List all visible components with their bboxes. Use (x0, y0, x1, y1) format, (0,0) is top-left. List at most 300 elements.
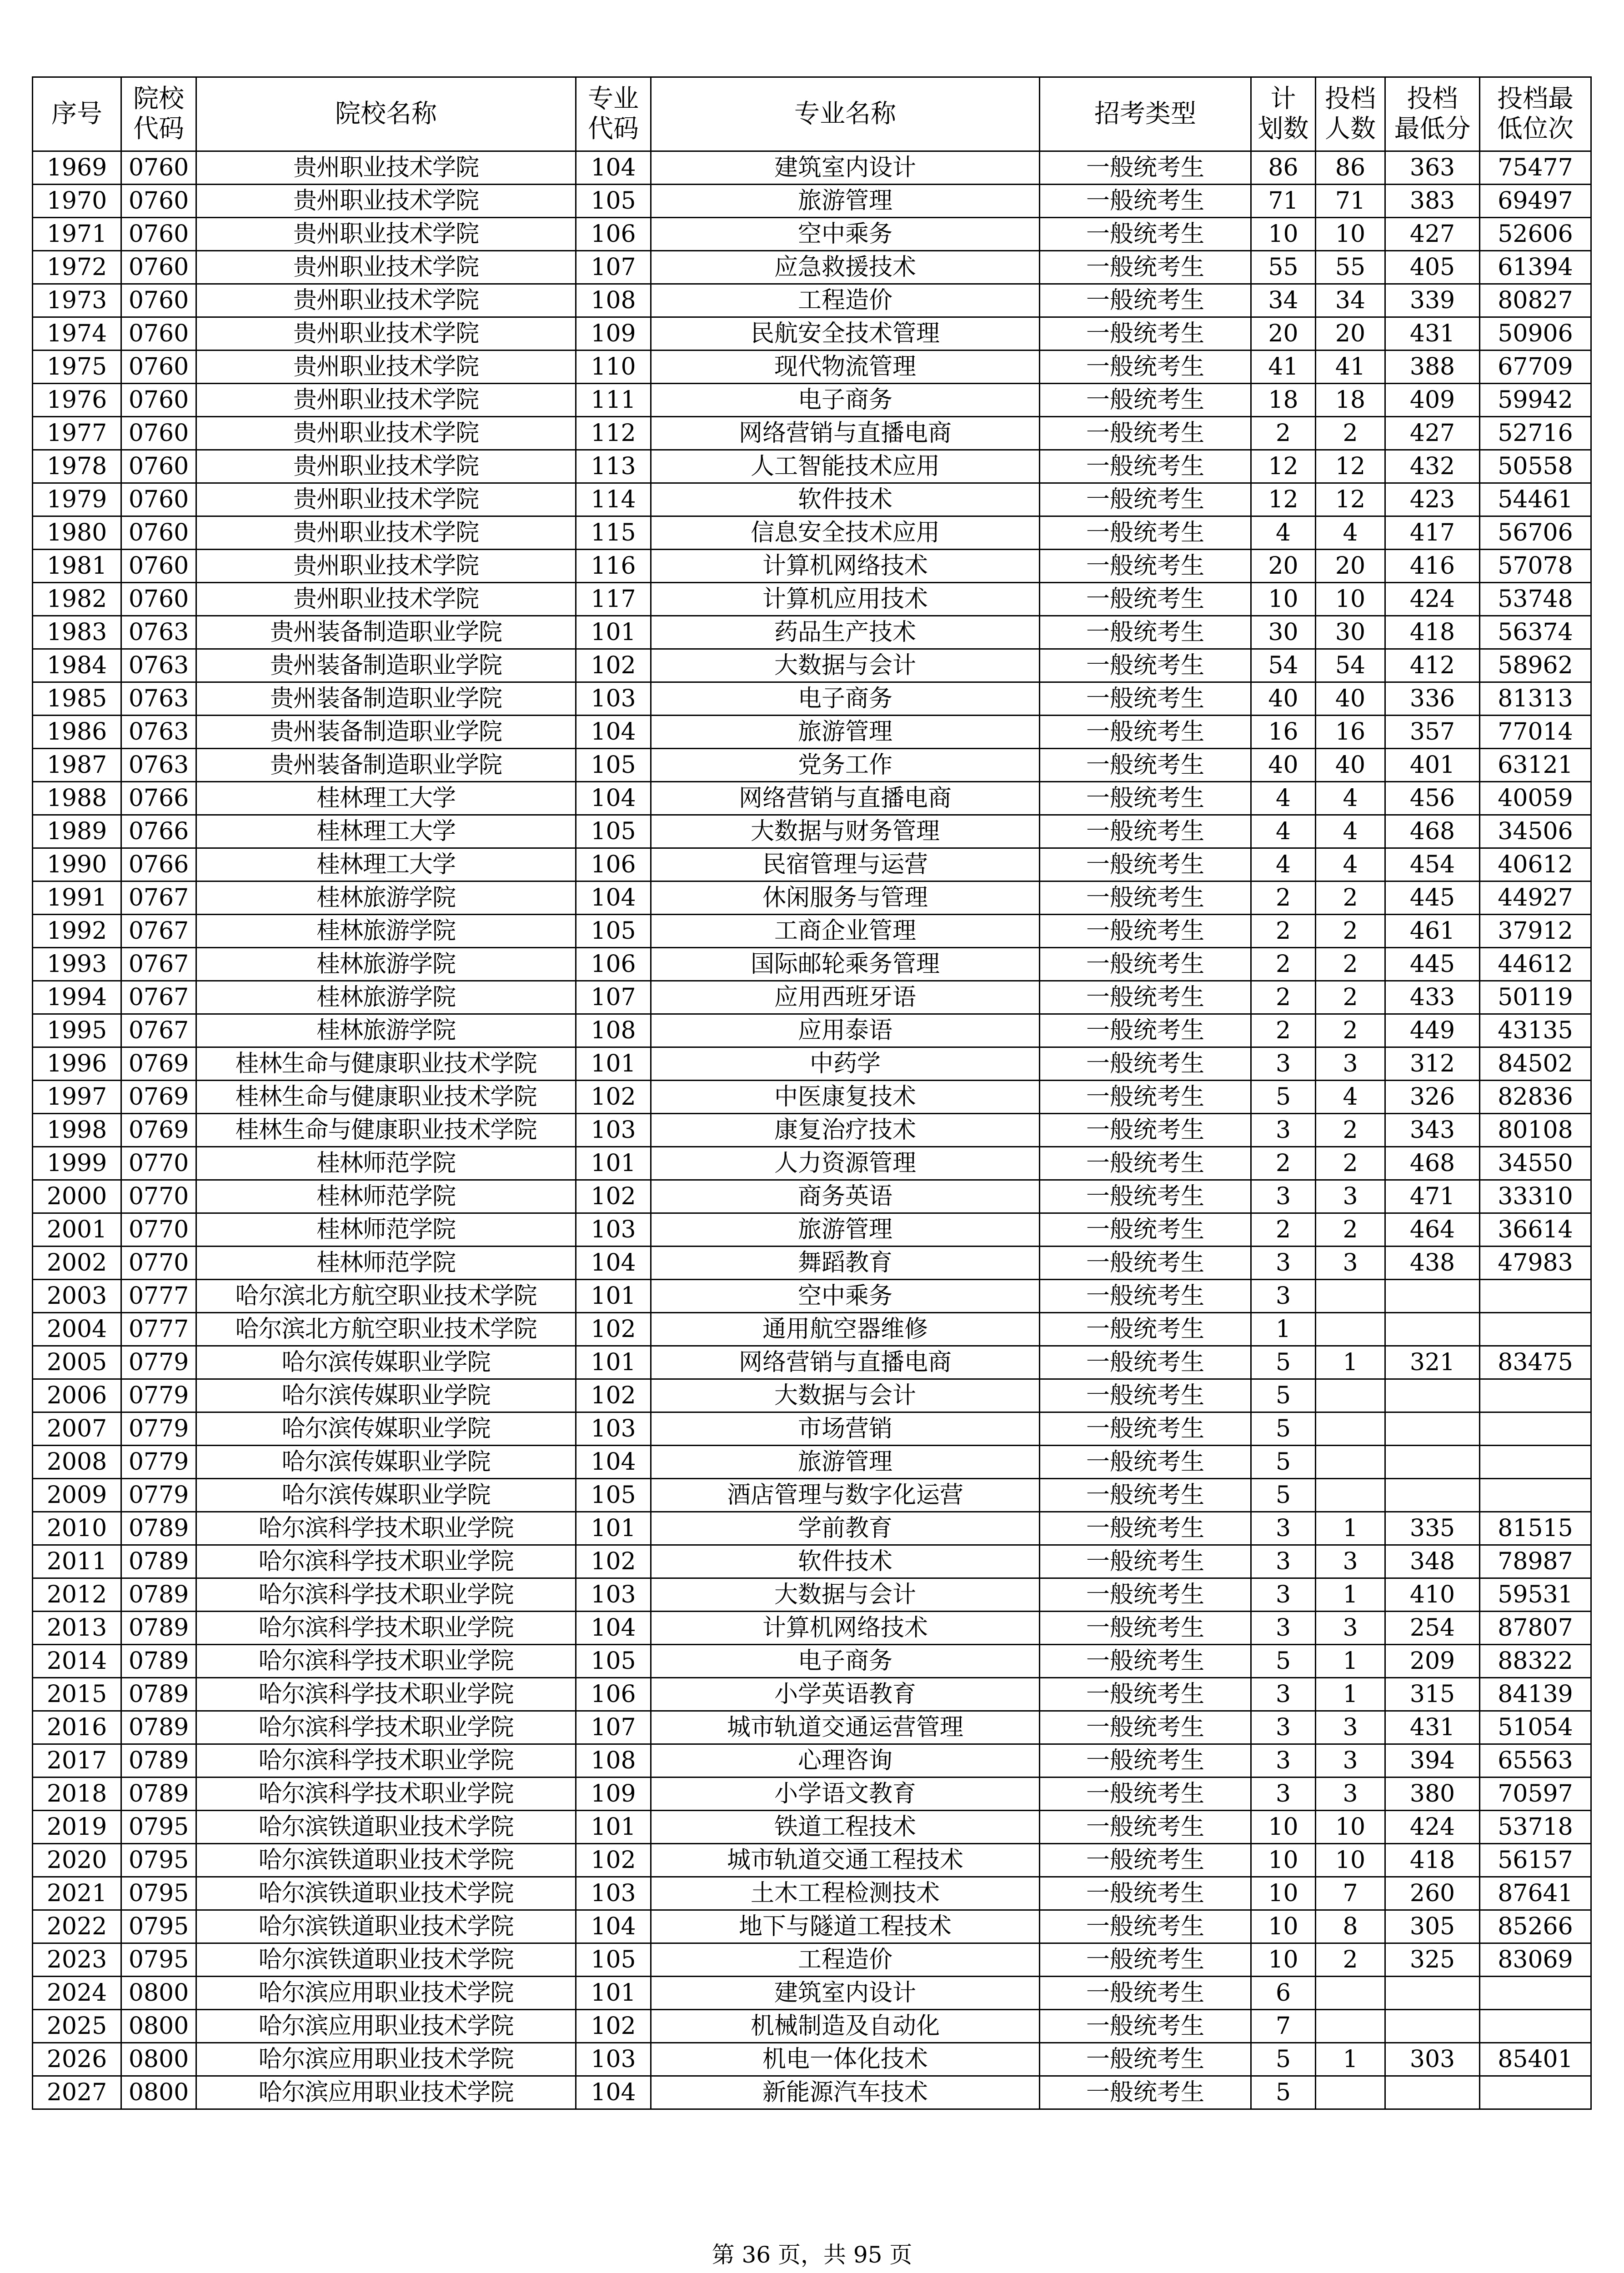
cell-min-rank (1480, 1313, 1591, 1346)
cell-plan-count: 41 (1251, 350, 1316, 384)
cell-plan-count: 2 (1251, 1147, 1316, 1180)
cell-major-code: 105 (576, 1943, 651, 1977)
table-row (33, 1645, 1591, 1678)
cell-exam-type: 一般统考生 (1040, 1180, 1251, 1213)
cell-major-name: 网络营销与直播电商 (651, 782, 1040, 815)
table-header-row (33, 77, 1591, 151)
cell-min-score: 423 (1385, 483, 1480, 516)
cell-seq: 1994 (33, 981, 121, 1014)
cell-min-score (1385, 1977, 1480, 2010)
table-row (33, 1744, 1591, 1777)
cell-min-rank (1480, 1977, 1591, 2010)
cell-plan-count: 54 (1251, 649, 1316, 682)
cell-min-score: 471 (1385, 1180, 1480, 1213)
table-row (33, 1977, 1591, 2010)
cell-seq: 2010 (33, 1512, 121, 1545)
cell-admitted-count: 3 (1316, 1047, 1385, 1081)
cell-seq: 2013 (33, 1612, 121, 1645)
cell-admitted-count: 40 (1316, 682, 1385, 716)
cell-min-score: 468 (1385, 815, 1480, 848)
cell-major-name: 党务工作 (651, 749, 1040, 782)
cell-admitted-count: 54 (1316, 649, 1385, 682)
cell-exam-type: 一般统考生 (1040, 1479, 1251, 1512)
cell-min-score: 315 (1385, 1678, 1480, 1711)
cell-school-code: 0770 (121, 1180, 196, 1213)
cell-exam-type: 一般统考生 (1040, 682, 1251, 716)
column-header (651, 77, 1040, 151)
cell-exam-type: 一般统考生 (1040, 1943, 1251, 1977)
cell-exam-type: 一般统考生 (1040, 350, 1251, 384)
cell-school-code: 0789 (121, 1777, 196, 1811)
table-row (33, 1280, 1591, 1313)
cell-plan-count: 4 (1251, 848, 1316, 881)
cell-school-name: 贵州职业技术学院 (196, 151, 576, 185)
cell-seq: 1974 (33, 317, 121, 350)
cell-major-code: 106 (576, 218, 651, 251)
table-row (33, 1811, 1591, 1844)
cell-min-rank: 63121 (1480, 749, 1591, 782)
cell-plan-count: 3 (1251, 1512, 1316, 1545)
cell-min-rank: 80827 (1480, 284, 1591, 317)
cell-school-code: 0760 (121, 384, 196, 417)
cell-min-score: 357 (1385, 716, 1480, 749)
cell-major-code: 101 (576, 1047, 651, 1081)
cell-min-rank: 83069 (1480, 1943, 1591, 1977)
cell-major-name: 大数据与会计 (651, 1379, 1040, 1412)
cell-seq: 1984 (33, 649, 121, 682)
cell-seq: 1990 (33, 848, 121, 881)
cell-exam-type: 一般统考生 (1040, 2010, 1251, 2043)
cell-school-name: 桂林师范学院 (196, 1180, 576, 1213)
cell-exam-type: 一般统考生 (1040, 1512, 1251, 1545)
cell-school-name: 贵州职业技术学院 (196, 483, 576, 516)
cell-admitted-count: 86 (1316, 151, 1385, 185)
cell-plan-count: 5 (1251, 1446, 1316, 1479)
cell-exam-type: 一般统考生 (1040, 1877, 1251, 1910)
cell-seq: 1995 (33, 1014, 121, 1047)
cell-major-name: 土木工程检测技术 (651, 1877, 1040, 1910)
cell-plan-count: 3 (1251, 1612, 1316, 1645)
cell-seq: 2019 (33, 1811, 121, 1844)
cell-min-score: 468 (1385, 1147, 1480, 1180)
cell-exam-type: 一般统考生 (1040, 1977, 1251, 2010)
cell-seq: 1993 (33, 948, 121, 981)
cell-exam-type: 一般统考生 (1040, 284, 1251, 317)
cell-school-code: 0766 (121, 782, 196, 815)
cell-major-code: 108 (576, 284, 651, 317)
table-row (33, 417, 1591, 450)
cell-seq: 2011 (33, 1545, 121, 1578)
cell-min-score: 348 (1385, 1545, 1480, 1578)
cell-school-name: 桂林旅游学院 (196, 915, 576, 948)
cell-school-code: 0760 (121, 151, 196, 185)
cell-min-rank: 61394 (1480, 251, 1591, 284)
cell-min-rank: 85266 (1480, 1910, 1591, 1943)
cell-major-name: 建筑室内设计 (651, 151, 1040, 185)
cell-school-code: 0770 (121, 1247, 196, 1280)
cell-admitted-count (1316, 1313, 1385, 1346)
cell-exam-type: 一般统考生 (1040, 1446, 1251, 1479)
column-header (1316, 77, 1385, 151)
cell-min-score: 394 (1385, 1744, 1480, 1777)
cell-exam-type: 一般统考生 (1040, 1081, 1251, 1114)
cell-plan-count: 12 (1251, 483, 1316, 516)
cell-major-name: 民航安全技术管理 (651, 317, 1040, 350)
cell-min-rank: 81515 (1480, 1512, 1591, 1545)
cell-min-score: 209 (1385, 1645, 1480, 1678)
cell-major-code: 116 (576, 550, 651, 583)
column-header-line: 院校 (133, 84, 184, 114)
cell-seq: 1982 (33, 583, 121, 616)
cell-plan-count: 2 (1251, 417, 1316, 450)
cell-school-name: 桂林师范学院 (196, 1147, 576, 1180)
cell-school-code: 0795 (121, 1943, 196, 1977)
cell-school-name: 哈尔滨科学技术职业学院 (196, 1645, 576, 1678)
cell-major-name: 舞蹈教育 (651, 1247, 1040, 1280)
cell-seq: 2005 (33, 1346, 121, 1379)
table-row (33, 1844, 1591, 1877)
cell-plan-count: 20 (1251, 317, 1316, 350)
column-header (1040, 77, 1251, 151)
cell-school-name: 哈尔滨传媒职业学院 (196, 1412, 576, 1446)
table-row (33, 151, 1591, 185)
table-row (33, 185, 1591, 218)
cell-seq: 2016 (33, 1711, 121, 1744)
cell-school-name: 桂林旅游学院 (196, 981, 576, 1014)
cell-plan-count: 3 (1251, 1711, 1316, 1744)
cell-exam-type: 一般统考生 (1040, 1213, 1251, 1247)
cell-min-rank: 51054 (1480, 1711, 1591, 1744)
cell-min-rank (1480, 1446, 1591, 1479)
cell-min-score: 260 (1385, 1877, 1480, 1910)
cell-major-code: 108 (576, 1014, 651, 1047)
cell-min-score: 405 (1385, 251, 1480, 284)
table-row (33, 317, 1591, 350)
table-row (33, 1777, 1591, 1811)
cell-plan-count: 2 (1251, 981, 1316, 1014)
cell-major-code: 103 (576, 1578, 651, 1612)
admission-table (32, 76, 1592, 2110)
cell-exam-type: 一般统考生 (1040, 1379, 1251, 1412)
cell-exam-type: 一般统考生 (1040, 848, 1251, 881)
cell-school-code: 0779 (121, 1446, 196, 1479)
cell-major-name: 商务英语 (651, 1180, 1040, 1213)
cell-exam-type: 一般统考生 (1040, 251, 1251, 284)
cell-school-name: 哈尔滨北方航空职业技术学院 (196, 1280, 576, 1313)
cell-major-name: 小学语文教育 (651, 1777, 1040, 1811)
cell-seq: 1996 (33, 1047, 121, 1081)
table-row (33, 350, 1591, 384)
table-row (33, 948, 1591, 981)
cell-plan-count: 2 (1251, 948, 1316, 981)
cell-major-name: 心理咨询 (651, 1744, 1040, 1777)
cell-exam-type: 一般统考生 (1040, 2076, 1251, 2109)
cell-school-code: 0789 (121, 1612, 196, 1645)
cell-seq: 2000 (33, 1180, 121, 1213)
cell-plan-count: 86 (1251, 151, 1316, 185)
cell-exam-type: 一般统考生 (1040, 749, 1251, 782)
cell-major-code: 101 (576, 1977, 651, 2010)
cell-min-score: 445 (1385, 948, 1480, 981)
cell-seq: 1981 (33, 550, 121, 583)
table-row (33, 1114, 1591, 1147)
cell-school-code: 0800 (121, 2010, 196, 2043)
table-row (33, 1479, 1591, 1512)
cell-major-code: 101 (576, 1147, 651, 1180)
cell-exam-type: 一般统考生 (1040, 1147, 1251, 1180)
column-header (121, 77, 196, 151)
cell-school-name: 桂林理工大学 (196, 782, 576, 815)
cell-school-name: 贵州职业技术学院 (196, 417, 576, 450)
cell-major-code: 103 (576, 682, 651, 716)
cell-admitted-count: 4 (1316, 815, 1385, 848)
cell-school-name: 桂林生命与健康职业技术学院 (196, 1114, 576, 1147)
cell-seq: 1969 (33, 151, 121, 185)
cell-seq: 2017 (33, 1744, 121, 1777)
cell-exam-type: 一般统考生 (1040, 1280, 1251, 1313)
cell-major-code: 102 (576, 649, 651, 682)
cell-min-rank: 52606 (1480, 218, 1591, 251)
cell-school-code: 0789 (121, 1512, 196, 1545)
cell-major-code: 104 (576, 151, 651, 185)
cell-major-name: 机械制造及自动化 (651, 2010, 1040, 2043)
cell-min-score: 461 (1385, 915, 1480, 948)
cell-min-rank: 50119 (1480, 981, 1591, 1014)
cell-major-code: 103 (576, 1877, 651, 1910)
cell-min-rank: 75477 (1480, 151, 1591, 185)
cell-school-name: 贵州职业技术学院 (196, 450, 576, 483)
cell-school-code: 0777 (121, 1313, 196, 1346)
cell-school-code: 0779 (121, 1346, 196, 1379)
cell-plan-count: 5 (1251, 1645, 1316, 1678)
cell-admitted-count: 4 (1316, 516, 1385, 550)
cell-major-code: 110 (576, 350, 651, 384)
cell-major-name: 工商企业管理 (651, 915, 1040, 948)
cell-school-name: 哈尔滨传媒职业学院 (196, 1446, 576, 1479)
cell-min-score: 431 (1385, 317, 1480, 350)
cell-exam-type: 一般统考生 (1040, 815, 1251, 848)
cell-exam-type: 一般统考生 (1040, 1711, 1251, 1744)
cell-exam-type: 一般统考生 (1040, 583, 1251, 616)
cell-school-code: 0767 (121, 1014, 196, 1047)
cell-min-score: 431 (1385, 1711, 1480, 1744)
cell-min-rank: 84139 (1480, 1678, 1591, 1711)
column-header (33, 77, 121, 151)
cell-plan-count: 10 (1251, 1943, 1316, 1977)
cell-exam-type: 一般统考生 (1040, 649, 1251, 682)
cell-exam-type: 一般统考生 (1040, 915, 1251, 948)
cell-min-rank: 87641 (1480, 1877, 1591, 1910)
cell-exam-type: 一般统考生 (1040, 1811, 1251, 1844)
cell-school-code: 0767 (121, 981, 196, 1014)
column-header (1251, 77, 1316, 151)
cell-min-score (1385, 2076, 1480, 2109)
column-header-line: 低位次 (1497, 114, 1574, 144)
column-header-line: 人数 (1325, 114, 1376, 144)
cell-admitted-count: 3 (1316, 1744, 1385, 1777)
cell-school-name: 贵州装备制造职业学院 (196, 682, 576, 716)
cell-school-code: 0760 (121, 284, 196, 317)
cell-admitted-count: 1 (1316, 2043, 1385, 2076)
cell-school-code: 0779 (121, 1412, 196, 1446)
cell-seq: 2023 (33, 1943, 121, 1977)
cell-school-name: 哈尔滨科学技术职业学院 (196, 1678, 576, 1711)
table-row (33, 981, 1591, 1014)
cell-admitted-count: 1 (1316, 1346, 1385, 1379)
cell-admitted-count: 1 (1316, 1645, 1385, 1678)
cell-major-code: 111 (576, 384, 651, 417)
cell-major-code: 102 (576, 1313, 651, 1346)
cell-min-score (1385, 1280, 1480, 1313)
cell-plan-count: 55 (1251, 251, 1316, 284)
cell-major-code: 106 (576, 848, 651, 881)
cell-school-name: 贵州职业技术学院 (196, 251, 576, 284)
cell-school-code: 0767 (121, 915, 196, 948)
cell-admitted-count: 10 (1316, 583, 1385, 616)
cell-exam-type: 一般统考生 (1040, 948, 1251, 981)
cell-seq: 2009 (33, 1479, 121, 1512)
cell-plan-count: 71 (1251, 185, 1316, 218)
cell-min-score (1385, 1479, 1480, 1512)
cell-plan-count: 40 (1251, 749, 1316, 782)
cell-seq: 1992 (33, 915, 121, 948)
cell-school-code: 0763 (121, 749, 196, 782)
cell-min-score: 412 (1385, 649, 1480, 682)
cell-plan-count: 3 (1251, 1678, 1316, 1711)
cell-min-rank: 47983 (1480, 1247, 1591, 1280)
cell-school-name: 贵州装备制造职业学院 (196, 716, 576, 749)
cell-plan-count: 5 (1251, 2043, 1316, 2076)
cell-seq: 2024 (33, 1977, 121, 2010)
cell-admitted-count: 55 (1316, 251, 1385, 284)
cell-major-name: 工程造价 (651, 1943, 1040, 1977)
cell-major-code: 102 (576, 1844, 651, 1877)
cell-exam-type: 一般统考生 (1040, 1744, 1251, 1777)
table-row (33, 649, 1591, 682)
cell-major-code: 102 (576, 1180, 651, 1213)
cell-major-code: 101 (576, 1811, 651, 1844)
cell-plan-count: 6 (1251, 1977, 1316, 2010)
cell-school-code: 0789 (121, 1545, 196, 1578)
cell-min-rank: 34506 (1480, 815, 1591, 848)
cell-min-rank (1480, 1280, 1591, 1313)
cell-school-code: 0770 (121, 1147, 196, 1180)
cell-min-rank: 44927 (1480, 881, 1591, 915)
cell-admitted-count: 3 (1316, 1777, 1385, 1811)
table-row (33, 1412, 1591, 1446)
cell-major-name: 工程造价 (651, 284, 1040, 317)
cell-min-score: 424 (1385, 583, 1480, 616)
cell-min-rank (1480, 1379, 1591, 1412)
table-row (33, 583, 1591, 616)
cell-major-name: 应急救援技术 (651, 251, 1040, 284)
cell-seq: 1987 (33, 749, 121, 782)
table-row (33, 384, 1591, 417)
cell-major-name: 旅游管理 (651, 716, 1040, 749)
cell-min-rank: 87807 (1480, 1612, 1591, 1645)
cell-min-rank: 50558 (1480, 450, 1591, 483)
cell-school-code: 0769 (121, 1081, 196, 1114)
table-row (33, 218, 1591, 251)
cell-admitted-count: 30 (1316, 616, 1385, 649)
cell-seq: 1986 (33, 716, 121, 749)
cell-admitted-count: 3 (1316, 1711, 1385, 1744)
table-row (33, 1379, 1591, 1412)
cell-plan-count: 2 (1251, 1014, 1316, 1047)
cell-plan-count: 3 (1251, 1047, 1316, 1081)
cell-school-code: 0760 (121, 550, 196, 583)
column-header (196, 77, 576, 151)
cell-min-rank: 50906 (1480, 317, 1591, 350)
cell-admitted-count (1316, 1977, 1385, 2010)
table-row (33, 782, 1591, 815)
cell-school-code: 0795 (121, 1877, 196, 1910)
cell-min-score: 454 (1385, 848, 1480, 881)
cell-seq: 2014 (33, 1645, 121, 1678)
cell-seq: 1973 (33, 284, 121, 317)
cell-plan-count: 10 (1251, 1811, 1316, 1844)
cell-school-code: 0760 (121, 218, 196, 251)
cell-school-name: 哈尔滨应用职业技术学院 (196, 2076, 576, 2109)
cell-seq: 2027 (33, 2076, 121, 2109)
cell-exam-type: 一般统考生 (1040, 151, 1251, 185)
cell-plan-count: 20 (1251, 550, 1316, 583)
cell-admitted-count: 2 (1316, 915, 1385, 948)
cell-seq: 1997 (33, 1081, 121, 1114)
cell-school-name: 哈尔滨科学技术职业学院 (196, 1777, 576, 1811)
cell-major-code: 104 (576, 1910, 651, 1943)
cell-admitted-count: 4 (1316, 1081, 1385, 1114)
cell-min-score: 401 (1385, 749, 1480, 782)
cell-seq: 1976 (33, 384, 121, 417)
cell-exam-type: 一般统考生 (1040, 483, 1251, 516)
table-row (33, 1047, 1591, 1081)
cell-admitted-count: 8 (1316, 1910, 1385, 1943)
cell-min-score: 321 (1385, 1346, 1480, 1379)
cell-plan-count: 3 (1251, 1777, 1316, 1811)
cell-min-rank: 53748 (1480, 583, 1591, 616)
cell-min-rank: 78987 (1480, 1545, 1591, 1578)
cell-school-code: 0795 (121, 1811, 196, 1844)
cell-major-name: 网络营销与直播电商 (651, 1346, 1040, 1379)
cell-min-rank: 56706 (1480, 516, 1591, 550)
table-row (33, 915, 1591, 948)
cell-major-name: 大数据与会计 (651, 649, 1040, 682)
column-header (576, 77, 651, 151)
cell-min-score: 427 (1385, 417, 1480, 450)
table-row (33, 1612, 1591, 1645)
cell-min-score: 410 (1385, 1578, 1480, 1612)
cell-plan-count: 30 (1251, 616, 1316, 649)
cell-school-name: 哈尔滨铁道职业技术学院 (196, 1877, 576, 1910)
cell-exam-type: 一般统考生 (1040, 1545, 1251, 1578)
cell-exam-type: 一般统考生 (1040, 1014, 1251, 1047)
cell-school-name: 哈尔滨科学技术职业学院 (196, 1612, 576, 1645)
cell-school-code: 0763 (121, 682, 196, 716)
cell-min-rank: 34550 (1480, 1147, 1591, 1180)
cell-major-name: 电子商务 (651, 682, 1040, 716)
cell-admitted-count: 41 (1316, 350, 1385, 384)
cell-major-code: 104 (576, 2076, 651, 2109)
cell-min-rank: 59942 (1480, 384, 1591, 417)
cell-admitted-count (1316, 1379, 1385, 1412)
cell-seq: 1978 (33, 450, 121, 483)
cell-min-score: 424 (1385, 1811, 1480, 1844)
cell-school-name: 桂林旅游学院 (196, 1014, 576, 1047)
cell-school-name: 贵州职业技术学院 (196, 516, 576, 550)
table-row (33, 1180, 1591, 1213)
cell-plan-count: 34 (1251, 284, 1316, 317)
